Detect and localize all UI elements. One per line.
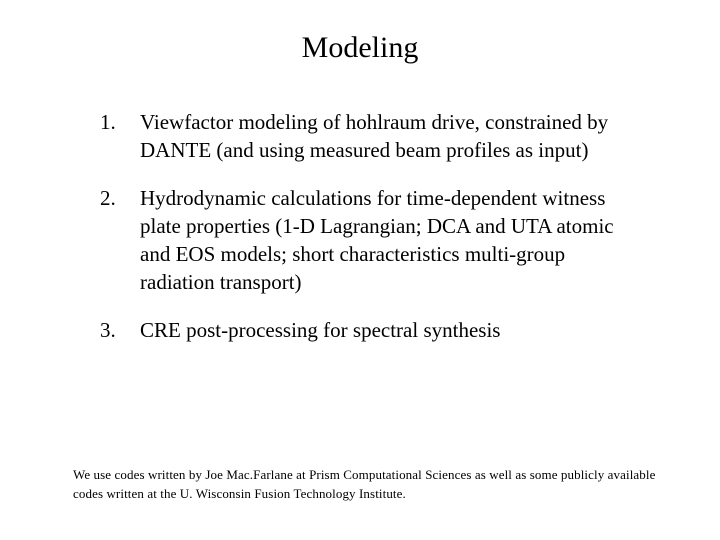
footnote: We use codes written by Joe Mac.Farlane at Prism Computational Sciences as well as some publicly available codes written at the U. Wisconsin Fusion Technology Institute.: [73, 467, 656, 501]
list-item: [100, 184, 620, 296]
list-item-text: Viewfactor modeling of hohlraum drive, constrained by DANTE (and using measured beam profiles as input): [140, 110, 609, 162]
list-item-text: CRE post-processing for spectral synthesis: [140, 318, 501, 342]
list-item-text: Hydrodynamic calculations for time-dependent witness plate properties (1-D Lagrangian; DCA and UTA atomic and EOS models; short characteristics multi-group radiation transport): [140, 186, 614, 294]
list-item: [100, 316, 620, 344]
list-item-number: 2.: [100, 186, 116, 210]
modeling-list: [100, 108, 620, 364]
list-item-number: 1.: [100, 110, 116, 134]
list-item: [100, 108, 620, 164]
list-item-number: 3.: [100, 318, 116, 342]
slide-title: Modeling: [301, 31, 419, 64]
